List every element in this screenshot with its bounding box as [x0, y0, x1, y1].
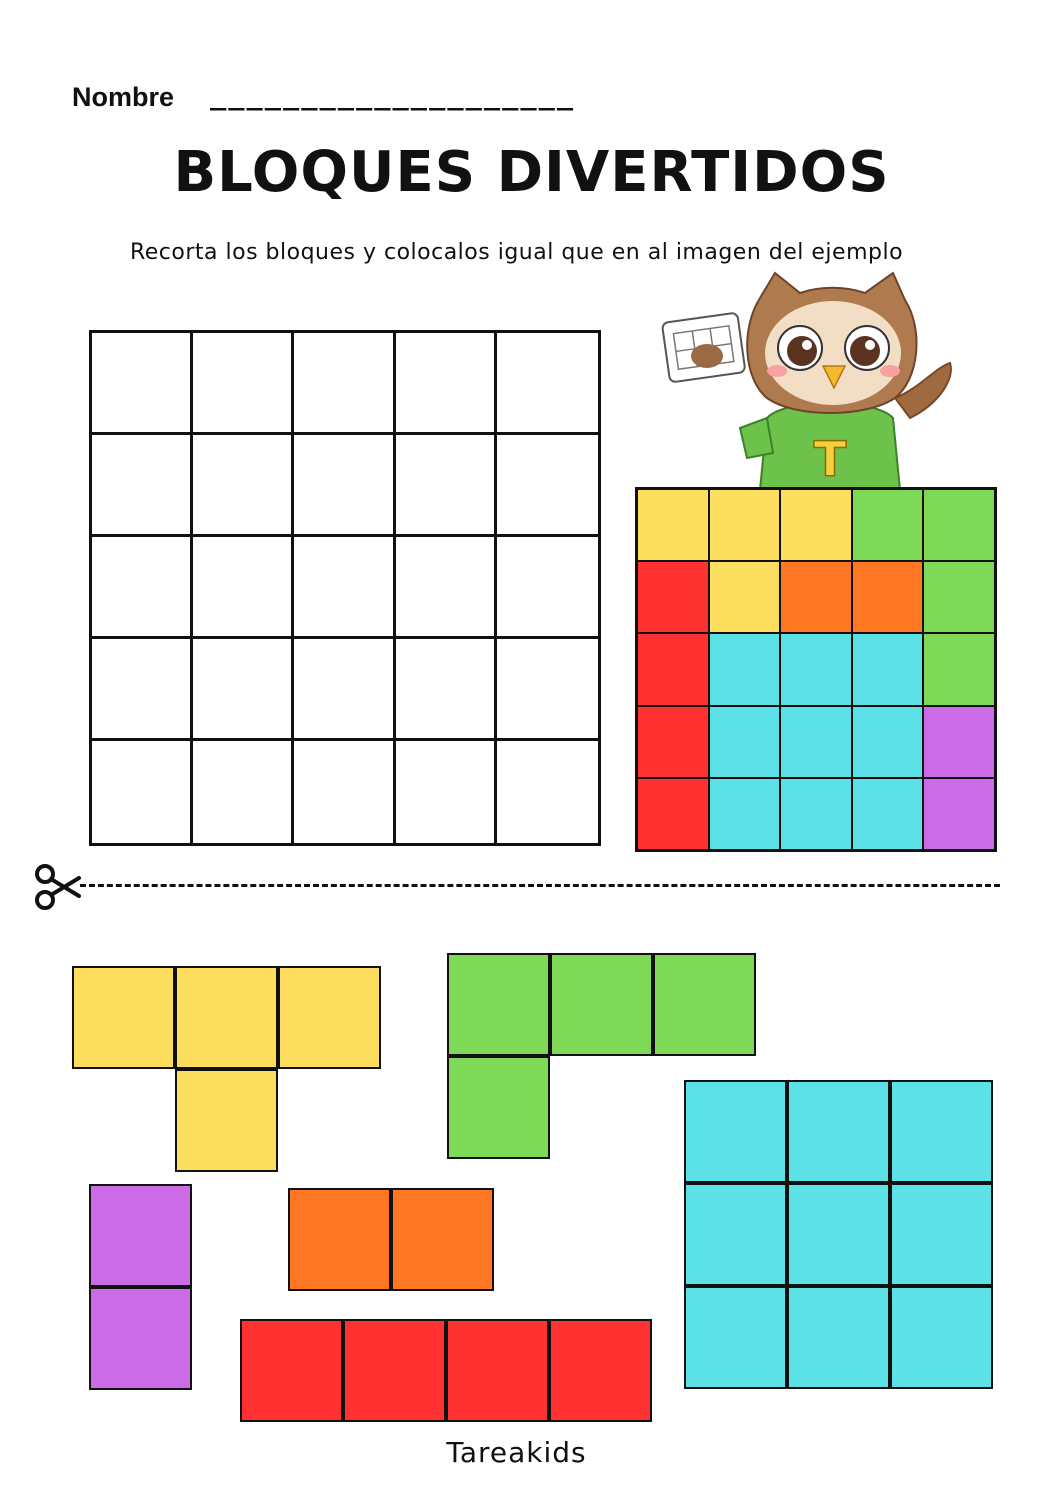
piece-block [343, 1319, 446, 1422]
shirt-letter: T [813, 432, 847, 488]
example-cell-yellow [780, 489, 852, 561]
piece-block [175, 1069, 278, 1172]
empty-grid-cell[interactable] [193, 435, 294, 537]
scissors-icon [33, 862, 83, 912]
empty-grid-cell[interactable] [92, 639, 193, 741]
piece-block [653, 953, 756, 1056]
piece-block [240, 1319, 343, 1422]
piece-block [89, 1287, 192, 1390]
example-cell-red [637, 706, 709, 778]
example-grid [635, 487, 997, 852]
piece-block [890, 1183, 993, 1286]
piece-block [89, 1184, 192, 1287]
example-cell-cyan [780, 633, 852, 705]
empty-grid-cell[interactable] [396, 639, 497, 741]
example-cell-cyan [780, 778, 852, 850]
purple-bar-piece[interactable] [89, 1184, 192, 1390]
example-cell-yellow [709, 561, 781, 633]
example-cell-yellow [709, 489, 781, 561]
piece-block [684, 1286, 787, 1389]
empty-grid-cell[interactable] [294, 435, 395, 537]
example-cell-red [637, 778, 709, 850]
example-cell-cyan [852, 778, 924, 850]
empty-grid-cell[interactable] [294, 741, 395, 843]
empty-grid-cell[interactable] [92, 333, 193, 435]
piece-gap [72, 1069, 175, 1172]
piece-block [447, 953, 550, 1056]
example-cell-red [637, 561, 709, 633]
empty-grid-cell[interactable] [497, 639, 598, 741]
piece-block [391, 1188, 494, 1291]
example-cell-green [923, 561, 995, 633]
piece-gap [550, 1056, 653, 1159]
piece-gap [278, 1069, 381, 1172]
example-cell-cyan [852, 706, 924, 778]
empty-grid-cell[interactable] [193, 537, 294, 639]
piece-block [684, 1080, 787, 1183]
cyan-square-piece[interactable] [684, 1080, 993, 1389]
example-cell-cyan [852, 633, 924, 705]
piece-block [684, 1183, 787, 1286]
empty-grid-cell[interactable] [396, 435, 497, 537]
piece-block [787, 1286, 890, 1389]
example-cell-cyan [709, 706, 781, 778]
example-cell-purple [923, 778, 995, 850]
brand-footer: Tareakids [446, 1436, 587, 1469]
empty-grid-cell[interactable] [294, 639, 395, 741]
example-cell-red [637, 633, 709, 705]
empty-grid-cell[interactable] [193, 741, 294, 843]
orange-bar-piece[interactable] [288, 1188, 494, 1291]
example-cell-orange [852, 561, 924, 633]
piece-block [72, 966, 175, 1069]
empty-grid-cell[interactable] [193, 639, 294, 741]
piece-block [175, 966, 278, 1069]
example-cell-cyan [780, 706, 852, 778]
piece-block [549, 1319, 652, 1422]
example-cell-cyan [709, 778, 781, 850]
empty-grid-cell[interactable] [294, 333, 395, 435]
piece-block [890, 1286, 993, 1389]
empty-grid-cell[interactable] [92, 741, 193, 843]
example-cell-cyan [709, 633, 781, 705]
empty-grid-cell[interactable] [92, 435, 193, 537]
example-cell-green [923, 633, 995, 705]
piece-block [447, 1056, 550, 1159]
piece-block [278, 966, 381, 1069]
empty-grid-cell[interactable] [193, 333, 294, 435]
empty-grid-cell[interactable] [497, 333, 598, 435]
owl-mascot-icon [655, 268, 965, 490]
instructions: Recorta los bloques y colocalos igual que en al imagen del ejemplo [129, 240, 904, 265]
name-label: Nombre [72, 82, 175, 112]
piece-block [288, 1188, 391, 1291]
example-cell-orange [780, 561, 852, 633]
example-cell-yellow [637, 489, 709, 561]
piece-block [890, 1080, 993, 1183]
piece-block [787, 1183, 890, 1286]
empty-grid-cell[interactable] [497, 537, 598, 639]
piece-block [446, 1319, 549, 1422]
red-bar-piece[interactable] [240, 1319, 652, 1422]
example-cell-green [923, 489, 995, 561]
empty-grid-cell[interactable] [92, 537, 193, 639]
piece-block [787, 1080, 890, 1183]
name-input-line[interactable]: ____________________ [210, 80, 576, 111]
empty-grid-cell[interactable] [497, 741, 598, 843]
page-title: BLOQUES DIVERTIDOS [173, 140, 890, 205]
empty-grid-cell[interactable] [396, 537, 497, 639]
cut-line [80, 884, 1000, 887]
empty-answer-grid [89, 330, 601, 846]
example-cell-purple [923, 706, 995, 778]
empty-grid-cell[interactable] [396, 741, 497, 843]
yellow-t-piece[interactable] [72, 966, 381, 1172]
piece-block [550, 953, 653, 1056]
example-cell-green [852, 489, 924, 561]
empty-grid-cell[interactable] [294, 537, 395, 639]
empty-grid-cell[interactable] [396, 333, 497, 435]
empty-grid-cell[interactable] [497, 435, 598, 537]
